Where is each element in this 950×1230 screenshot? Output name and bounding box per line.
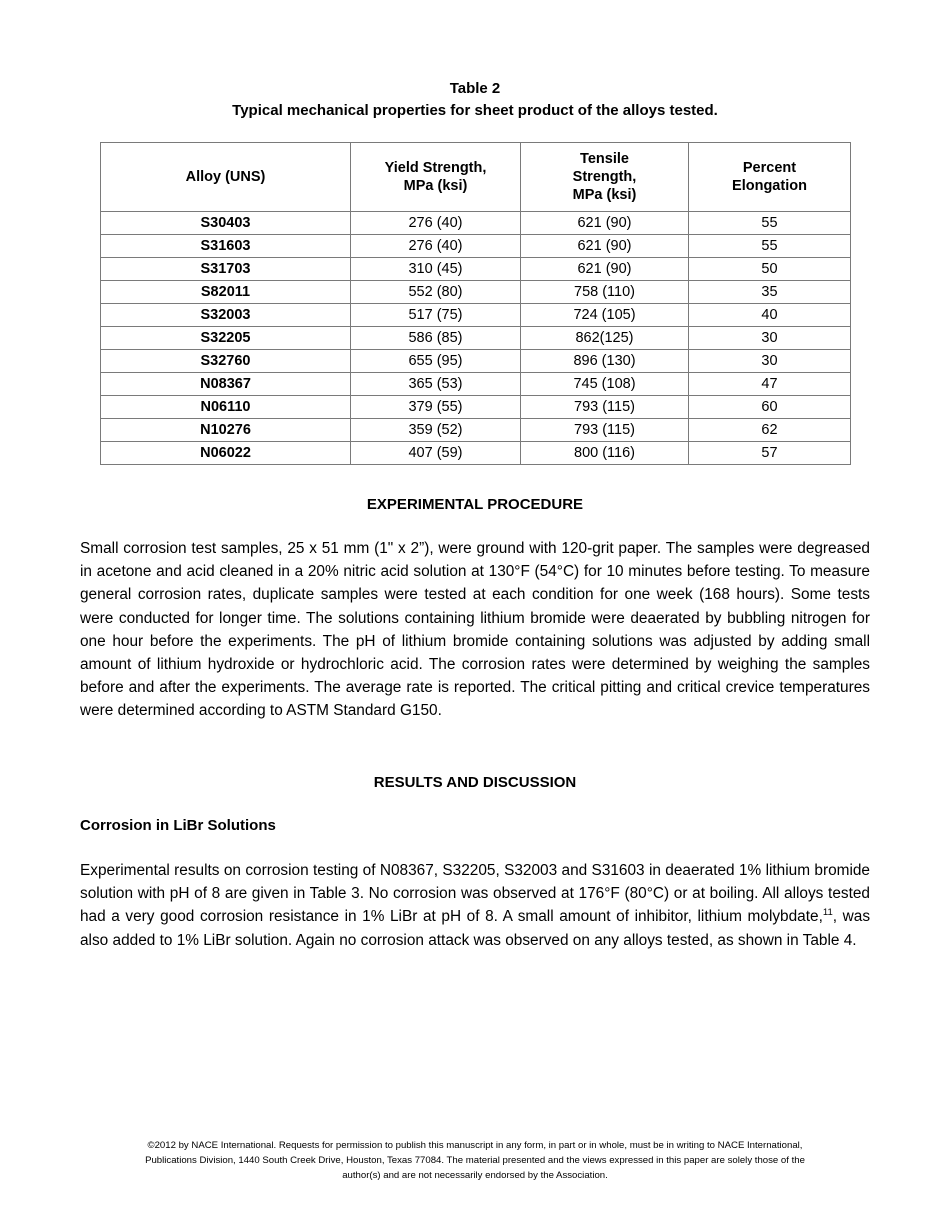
cell-alloy: S30403 xyxy=(101,212,351,235)
table-row xyxy=(101,350,851,373)
cell-tensile: 621 (90) xyxy=(521,258,689,281)
cell-yield: 276 (40) xyxy=(351,235,521,258)
cell-yield: 552 (80) xyxy=(351,281,521,304)
cell-yield: 365 (53) xyxy=(351,373,521,396)
table-row xyxy=(101,235,851,258)
cell-elongation: 30 xyxy=(689,350,851,373)
cell-alloy: S32003 xyxy=(101,304,351,327)
cell-elongation: 60 xyxy=(689,396,851,419)
table-row xyxy=(101,419,851,442)
table-row xyxy=(101,396,851,419)
cell-alloy: N06110 xyxy=(101,396,351,419)
results-text-part2: , was also added to 1% LiBr solution. Again no corrosion attack was observed on any alloys tested, as shown in Table 4. xyxy=(80,908,871,949)
cell-tensile: 862(125) xyxy=(521,327,689,350)
cell-yield: 310 (45) xyxy=(351,258,521,281)
cell-alloy: S31703 xyxy=(101,258,351,281)
cell-yield: 655 (95) xyxy=(351,350,521,373)
table-row xyxy=(101,304,851,327)
column-header-tensile-line1: Tensile xyxy=(580,151,629,167)
mechanical-properties-table xyxy=(100,142,851,465)
cell-elongation: 47 xyxy=(689,373,851,396)
section-heading-results-and-discussion: RESULTS AND DISCUSSION xyxy=(373,774,577,791)
cell-tensile: 724 (105) xyxy=(521,304,689,327)
cell-alloy: N10276 xyxy=(101,419,351,442)
column-header-tensile-line3: MPa (ksi) xyxy=(572,187,637,203)
table-header-row xyxy=(101,143,851,212)
cell-elongation: 62 xyxy=(689,419,851,442)
page-footer-copyright xyxy=(60,1138,890,1183)
cell-tensile: 800 (116) xyxy=(521,442,689,465)
table-header xyxy=(101,143,851,212)
cell-tensile: 621 (90) xyxy=(521,235,689,258)
cell-yield: 379 (55) xyxy=(351,396,521,419)
footer-line-3: author(s) and are not necessarily endorsed by the Association. xyxy=(342,1170,608,1181)
subheading-corrosion-in-libr-solutions: Corrosion in LiBr Solutions xyxy=(80,817,276,834)
cell-yield: 276 (40) xyxy=(351,212,521,235)
cell-tensile: 793 (115) xyxy=(521,396,689,419)
cell-tensile: 793 (115) xyxy=(521,419,689,442)
cell-tensile: 758 (110) xyxy=(521,281,689,304)
cell-alloy: N06022 xyxy=(101,442,351,465)
table-row xyxy=(101,373,851,396)
column-header-elongation-line2: Elongation xyxy=(732,178,807,194)
table-row xyxy=(101,442,851,465)
table-row xyxy=(101,327,851,350)
cell-yield: 586 (85) xyxy=(351,327,521,350)
cell-elongation: 55 xyxy=(689,235,851,258)
cell-yield: 359 (52) xyxy=(351,419,521,442)
footer-line-2: Publications Division, 1440 South Creek Drive, Houston, Texas 77084. The material presented and the views expressed in this paper are solely those of the xyxy=(145,1155,805,1166)
cell-alloy: S31603 xyxy=(101,235,351,258)
column-header-tensile-line2: Strength, xyxy=(572,169,637,185)
table-row xyxy=(101,258,851,281)
paragraph-corrosion-results xyxy=(80,859,870,952)
table-row xyxy=(101,212,851,235)
cell-tensile: 745 (108) xyxy=(521,373,689,396)
column-header-alloy xyxy=(101,143,351,212)
cell-elongation: 35 xyxy=(689,281,851,304)
cell-alloy: S32205 xyxy=(101,327,351,350)
column-header-tensile-strength xyxy=(521,143,689,212)
column-header-yield-line1: Yield Strength, xyxy=(384,160,487,176)
column-header-elongation-line1: Percent xyxy=(742,160,797,176)
table-number-label: Table 2 xyxy=(449,80,501,97)
cell-yield: 517 (75) xyxy=(351,304,521,327)
cell-alloy: S32760 xyxy=(101,350,351,373)
column-header-percent-elongation xyxy=(689,143,851,212)
cell-elongation: 40 xyxy=(689,304,851,327)
citation-reference-11: 11 xyxy=(822,907,833,919)
column-header-alloy-line1: Alloy (UNS) xyxy=(185,169,266,185)
table-caption xyxy=(80,78,870,122)
column-header-yield-strength xyxy=(351,143,521,212)
column-header-yield-line2: MPa (ksi) xyxy=(403,178,468,194)
cell-yield: 407 (59) xyxy=(351,442,521,465)
cell-alloy: S82011 xyxy=(101,281,351,304)
cell-tensile: 896 (130) xyxy=(521,350,689,373)
table-title-text: Typical mechanical properties for sheet product of the alloys tested. xyxy=(232,102,718,119)
table-row xyxy=(101,281,851,304)
results-text-part1: Experimental results on corrosion testing of N08367, S32205, S32003 and S31603 in deaerated 1% lithium bromide solution with pH of 8 are given in Table 3. No corrosion was observed at 176°F (80°C) or at boiling. All alloys tested had a very good corrosion resistance in 1% LiBr at pH of 8. A small amount of inhibitor, lithium molybdate, xyxy=(80,862,870,926)
cell-elongation: 30 xyxy=(689,327,851,350)
cell-alloy: N08367 xyxy=(101,373,351,396)
cell-tensile: 621 (90) xyxy=(521,212,689,235)
cell-elongation: 57 xyxy=(689,442,851,465)
cell-elongation: 55 xyxy=(689,212,851,235)
paragraph-experimental-procedure: Small corrosion test samples, 25 x 51 mm (1" x 2”), were ground with 120-grit paper. The samples were degreased in acetone and acid cleaned in a 20% nitric acid solution at 130°F (54°C) for 10 minutes before testing. To measure general corrosion rates, duplicate samples were tested at each condition for one week (168 hours). Some tests were conducted for longer time. The solutions containing lithium bromide were deaerated by bubbling nitrogen for one hour before the experiments. The pH of lithium bromide containing solutions was adjusted by adding small amount of lithium hydroxide or hydrochloric acid. The corrosion rates were determined by weighing the samples before and after the experiments. The average rate is reported. The critical pitting and critical crevice temperatures were determined according to ASTM Standard G150. xyxy=(80,540,870,720)
section-heading-experimental-procedure: EXPERIMENTAL PROCEDURE xyxy=(366,496,584,513)
footer-line-1: ©2012 by NACE International. Requests for permission to publish this manuscript in any form, in part or in whole, must be in writing to NACE International, xyxy=(147,1140,803,1151)
table-body xyxy=(101,212,851,465)
cell-elongation: 50 xyxy=(689,258,851,281)
